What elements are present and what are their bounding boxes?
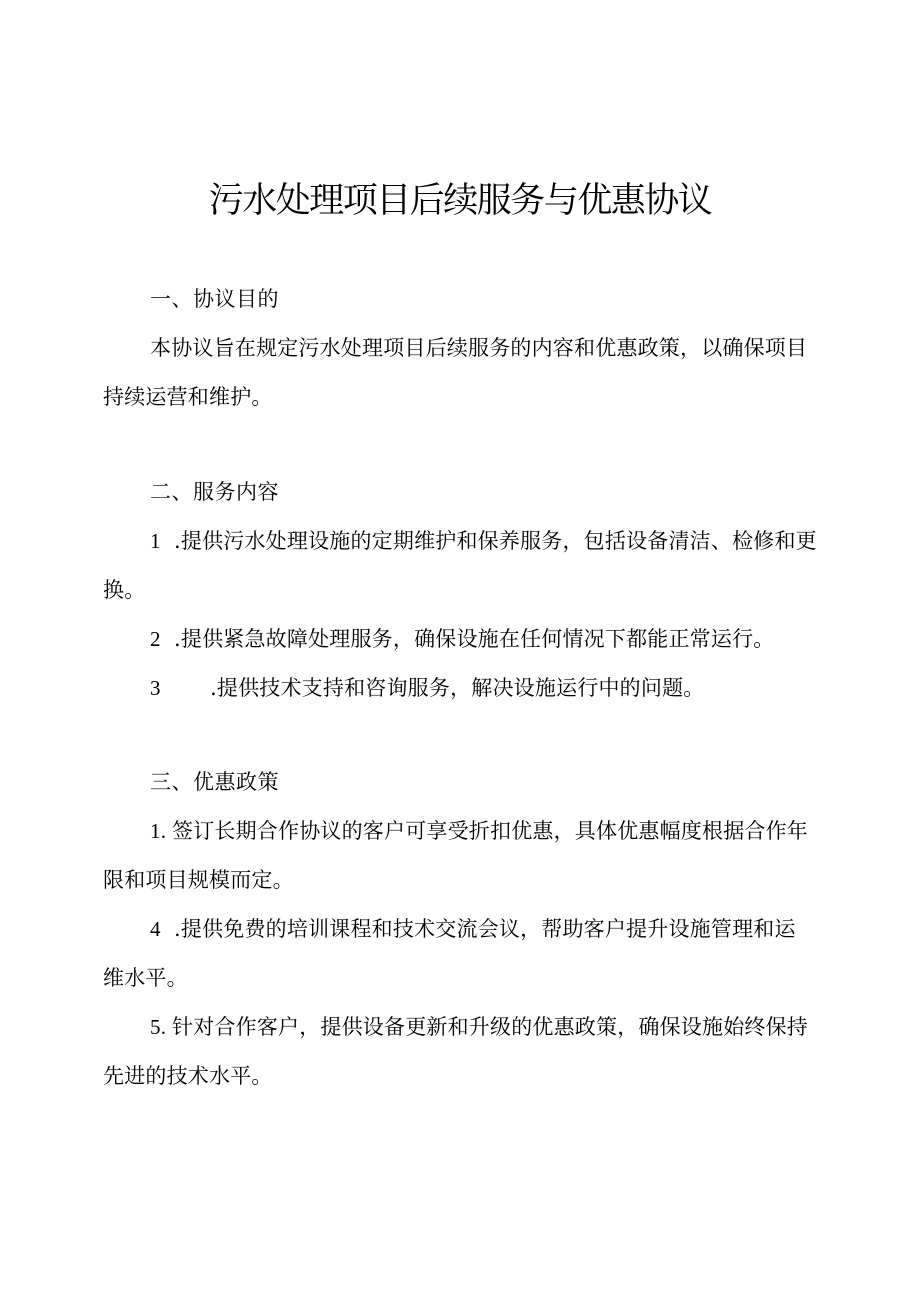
paragraph-line: 换。 [103,578,146,602]
list-item-discount-5 [150,1012,808,1042]
list-number: 3 [150,676,161,700]
paragraph-line: 签订长期合作协议的客户可享受折扣优惠，具体优惠幅度根据合作年 [172,819,808,843]
list-number: 1. [150,819,167,843]
paragraph-line: 本协议旨在规定污水处理项目后续服务的内容和优惠政策，以确保项目 [150,336,808,360]
list-item-service-3 [150,673,704,703]
section-heading-services: 二、服务内容 [150,480,279,504]
section-heading-discounts: 三、优惠政策 [150,770,279,794]
list-item-discount-4 [150,914,796,944]
paragraph-line: 限和项目规模而定。 [103,868,294,892]
paragraph-line: 针对合作客户，提供设备更新和升级的优惠政策，确保设施始终保持 [172,1015,808,1039]
list-item-service-2 [150,624,774,654]
paragraph-line: 维水平。 [103,966,188,990]
list-item-discount-1 [150,816,808,846]
paragraph-line: .提供免费的培训课程和技术交流会议，帮助客户提升设施管理和运 [174,917,796,941]
paragraph-line: 先进的技术水平。 [103,1064,273,1088]
list-number: 1 [150,529,161,553]
paragraph-line: .提供污水处理设施的定期维护和保养服务，包括设备清洁、检修和更 [174,529,817,553]
paragraph-line: 持续运营和维护。 [103,385,273,409]
document-title: 污水处理项目后续服务与优惠协议 [208,181,712,221]
list-item-service-1 [150,526,817,556]
section-heading-purpose: 一、协议目的 [150,287,279,311]
list-number: 5. [150,1015,167,1039]
paragraph-line: .提供紧急故障处理服务，确保设施在任何情况下都能正常运行。 [174,627,775,651]
paragraph-line: .提供技术支持和咨询服务，解决设施运行中的问题。 [210,676,705,700]
list-number: 2 [150,627,161,651]
list-number: 4 [150,917,161,941]
